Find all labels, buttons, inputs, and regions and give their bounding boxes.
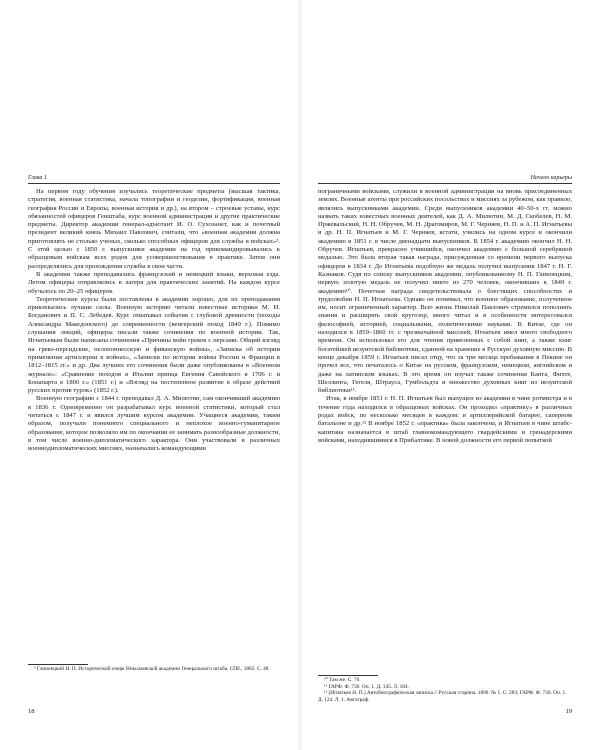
footnote: ¹¹ ГАРФ. Ф. 730. Оп. 1. Д. 145. Л. 184. bbox=[324, 683, 409, 690]
footnotes-right bbox=[318, 677, 572, 703]
header-rule-left bbox=[28, 183, 280, 184]
running-head-right: Начало карьеры bbox=[530, 175, 572, 181]
footnote: ¹⁰ Там же. С. 70. bbox=[324, 677, 361, 683]
page-number-right: 19 bbox=[565, 708, 572, 715]
page-number-left: 18 bbox=[28, 708, 35, 715]
footnote: ¹² [Игнатьев Н. П.] Автобиографическая записка // Русская старина. 1890. № 1. С. 283; ГАРФ. Ф. 730. Оп. 1. Д. 124. Л. 1. Автограф. bbox=[318, 690, 567, 703]
paragraph: Теоретические курсы были поставлены в академии хорошо, для их преподавания привлекались лучшие силы. Военную историю читали известные историки М. И. Богданович и П. С. Лебедев. Курс охватывал события с глубокой древности (походы Александра Македонского) до современности (венгерский поход 1849 г.). Помимо слушания лекций, офицеры писали также сочинения по военной истории. Так, Игнатьевым были написаны сочинения «Причины войн греков с персами. Общий взгляд на греко-персидские, пелопоннесскую и фиванскую войны», «Записка об истории применения артиллерии в войнах», «Записки по истории войны России и Франции в 1812–1815 гг.» и др. Два лучших его сочинения были даже опубликованы в «Военном журнале»: «Сравнение походов в Италии принца Евгения Савойского в 1706 г. и Бонапарта в 1800 г.» (1851 г.) и «Взгляд на постепенное развитие в образе действий русских против турок» (1852 г.). bbox=[28, 295, 280, 395]
paragraph: В академии также преподавались французский и немецкий языки, верховая езда. Летом офицеры отправлялись в лагеря для практических занятий. На каждом курсе обучалось по 20–25 офицеров. bbox=[28, 270, 280, 295]
body-text-left bbox=[28, 188, 280, 454]
footnote-rule-right bbox=[318, 675, 378, 676]
paragraph: На первом году обучения изучались теоретические предметы (высшая тактика, стратегия, военная статистика, начала топографии и геодезии, фортификация, военная география России и Европы, военная история и др.), на втором – строевые уставы, курс обязанностей офицеров Генштаба, курс военной администрации и другие практические предметы. Директор академии генерал-адъютант И. О. Сухозанет, как и почетный президент великий князь Михаил Павлович, считали, что «военная академия должна приготовлять не столько ученых, сколько способных офицеров для службы в войсках»³. С этой целью с 1850 г. выпускники академии на год прикомандировывались к образцовым войскам всех родов для усовершенствования в практике. Затем они распределялись для прохождения службы в свои части. bbox=[28, 188, 280, 270]
running-head-left: Глава 1 bbox=[28, 175, 47, 181]
footnote: ³ Глиноецкий Н. П. Исторический очерк Николаевской академии Генерального штаба. СПб., 1882. С. 48. bbox=[34, 666, 270, 672]
paragraph: Военную географию с 1844 г. преподавал Д. А. Милютин, сам окончивший академию в 1836 г. Одновременно он разрабатывал курс военной статистики, который стал читаться с 1847 г. и явился лучшим курсом академии. Учащиеся академии, таким образом, получали понемного специального и неплохое военно-гуманитарное образование, которое позволяло им по окончании ее занимать разнообразные должности, в том числе военно-дипломатического характера. Они участвовали в различных военнодипломатических миссиях, назначались командующими bbox=[28, 395, 280, 453]
body-text-right bbox=[318, 188, 572, 445]
right-page bbox=[300, 0, 600, 750]
paragraph: пограничными войсками, служили в военной администрации на вновь присоединенных землях. Военные агенты при российских посольствах и миссиях за рубежом, как правило, являлись выпускниками академии. Среди выпускников академии 40–50-х гг. можно назвать таких известных военных деятелей, как Д. А. Милютин, М. Д. Скобелев, Н. М. Пржевальский, Н. Н. Обручев, М. Н. Драгомиров, М. Г. Черняев, Н. П. и А. П. Игнатьевы и др. Н. П. Игнатьев и М. Г. Черняев, кстати, учились на одном курсе и окончили академию в 1851 г. в числе двенадцати выпускников. В 1854 г. академию окончил Н. Н. Обручев. Игнатьев, прекрасно учившийся, окончил академию с большой серебряной медалью. Это была вторая такая награда, присужденная со времени первого выпуска офицеров в 1834 г. До Игнатьева подобную же медаль получил выпускник 1847 г. Н. Г. Казнаков. Судя по списку выпускников академии, опубликованному Н. П. Глиноецким, первую золотую медаль не получил никто из 270 человек, окончивших к 1849 г. академию¹⁰. Почетная награда свидетельствовала о блестящих способностях и трудолюбии Н. П. Игнатьева. Однако он понимал, что военное образование, полученное им, носит ограниченный характер. Всю жизнь Николай Павлович стремился пополнять знания и расширять свой кругозор, много читал и в особенности интересовался философией, историей, социальными, политическими науками. В Китае, где он находился в 1859–1860 гг. с чрезвычайной миссией, Игнатьев имел много свободного времени. Он использовал его для чтения привезенных с собой книг, а также книг богатейшей иезуитской библиотеки, сданной на хранение в Русскую духовную миссию. В конце декабря 1859 г. Игнатьев писал отцу, что за три месяца пребывания в Пекине он прочел все, что печаталось о Китае на русском, французском, немецком, английском и даже на латинском языках. В это время он изучал также сочинения Канта, Фихте, Шеллинга, Гегеля, Штрауса, Гумбольдта и множество духовных книг из иезуитской библиотеки¹¹. bbox=[318, 188, 572, 395]
paragraph: Итак, в ноябре 1851 г. Н. П. Игнатьев был выпущен из академии в чине ротмистра и в течение года находился в образцовых войсках. Он проходил «практику» в различных родах войск, по несколько месяцев в каждом: в артиллерийской батарее, саперном батальоне и др.¹² В ноябре 1852 г. «практика» была закончена, и Игнатьев в чине штабс-капитана назначается в штаб главнокомандующего гвардейскими и гренадерскими войсками, находившимися в Прибалтике. В новой должности его первой попыткой bbox=[318, 395, 572, 444]
footnote-rule-left bbox=[28, 664, 88, 665]
header-rule-right bbox=[318, 183, 572, 184]
footnotes-left bbox=[28, 666, 280, 673]
